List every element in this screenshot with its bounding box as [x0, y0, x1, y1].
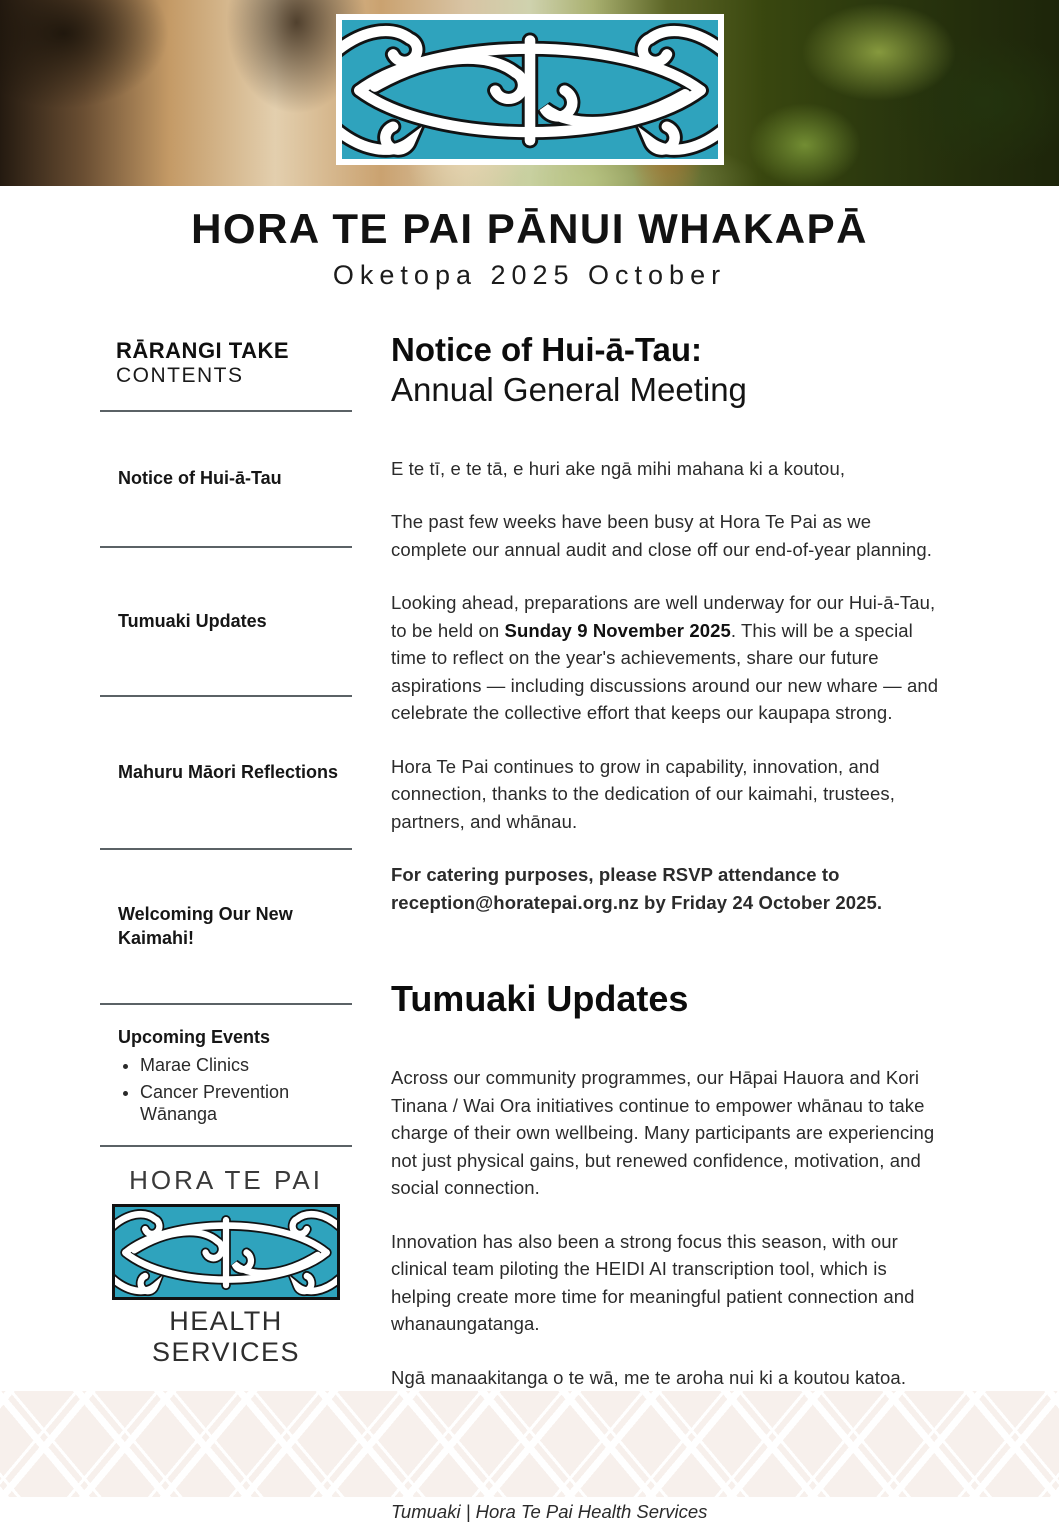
tumuaki-paragraph-farewell: Ngā manaakitanga o te wā, me te aroha nui ki a koutou katoa. [391, 1366, 907, 1388]
upcoming-events-title: Upcoming Events [118, 1027, 271, 1047]
contents-heading [100, 332, 352, 410]
contents-heading-maori: RĀRANGI TAKE [116, 338, 290, 363]
agm-paragraph-hui-date [391, 589, 943, 727]
koru-pattern-icon [342, 20, 718, 159]
agm-p3-pre: Looking ahead, preparations are well underway for our Hui-ā-Tau, to be held on [391, 592, 936, 641]
tumuaki-article-title: Tumuaki Updates [391, 978, 689, 1019]
koru-pattern-icon [115, 1207, 337, 1297]
toc-item-notice-of-hui-a-tau [100, 412, 352, 546]
newsletter-date: Oketopa 2025 October [332, 260, 727, 291]
agm-p3-post: . This will be a special time to reflect on the year's achievements, share our future aspirations — including discussions around our new whare — and celebrate the collective effort that keeps our kaupapa strong. [391, 619, 939, 723]
contents-heading-english: CONTENTS [116, 364, 244, 387]
toc-item-label: Mahuru Māori Reflections [118, 761, 339, 782]
toc-item-mahuru-maori-reflections [100, 697, 352, 848]
footer-taniko-pattern [0, 1391, 1059, 1497]
toc-item-tumuaki-updates [100, 548, 352, 695]
agm-paragraph-greeting: E te tī, e te tā, e huri ake ngā mihi mahana ki a koutou, [391, 457, 846, 479]
toc-item-welcoming-new-kaimahi [100, 850, 352, 1003]
agm-title-line1: Notice of Hui-ā-Tau: [391, 331, 703, 368]
agm-title-line2: Annual General Meeting [391, 371, 747, 409]
org-logo-block [100, 1147, 352, 1368]
upcoming-events-list [140, 1054, 352, 1126]
agm-paragraph-growth: Hora Te Pai continues to grow in capability, innovation, and connection, thanks to the dedication of our kaimahi, trustees, partners, and whānau. [391, 755, 895, 832]
masthead [0, 206, 1059, 291]
sidebar-koru-logo [112, 1204, 340, 1300]
agm-article-title [391, 330, 943, 411]
event-item: • Cancer Prevention Wānanga [140, 1081, 352, 1126]
toc-item-label: Notice of Hui-ā-Tau [118, 468, 282, 489]
toc-item-label: Welcoming Our New Kaimahi! [118, 904, 293, 948]
upcoming-events [100, 1005, 352, 1145]
tumuaki-paragraph-programmes: Across our community programmes, our Hāpai Hauora and Kori Tinana / Wai Ora initiatives continue to empower whānau to take charge of their own wellbeing. Many participants are experiencing not just physical gains, but renewed confidence, motivation, and social connection. [391, 1067, 935, 1198]
event-item: • Marae Clinics [140, 1054, 352, 1077]
agm-paragraph-audit: The past few weeks have been busy at Hora Te Pai as we complete our annual audit and close off our end-of-year planning. [391, 511, 932, 560]
header-koru-logo [336, 14, 724, 165]
contents-sidebar [100, 332, 352, 1368]
newsletter-title: HORA TE PAI PĀNUI WHAKAPĀ [191, 205, 868, 252]
org-logo-tagline: HEALTH SERVICES [151, 1306, 301, 1367]
banner-photo [0, 0, 1059, 186]
signature-role: Tumuaki | Hora Te Pai Health Services [391, 1501, 708, 1522]
org-logo-name: HORA TE PAI [129, 1165, 323, 1195]
agm-paragraph-rsvp: For catering purposes, please RSVP attendance to reception@horatepai.org.nz by Friday 24 October 2025. [391, 864, 883, 913]
tumuaki-paragraph-innovation: Innovation has also been a strong focus this season, with our clinical team piloting the HEIDI AI transcription tool, which is helping create more time for meaningful patient connection and whanaungatanga. [391, 1230, 915, 1334]
agm-p3-date: Sunday 9 November 2025 [504, 619, 731, 641]
toc-item-label: Tumuaki Updates [118, 610, 267, 631]
main-content [391, 330, 943, 1526]
